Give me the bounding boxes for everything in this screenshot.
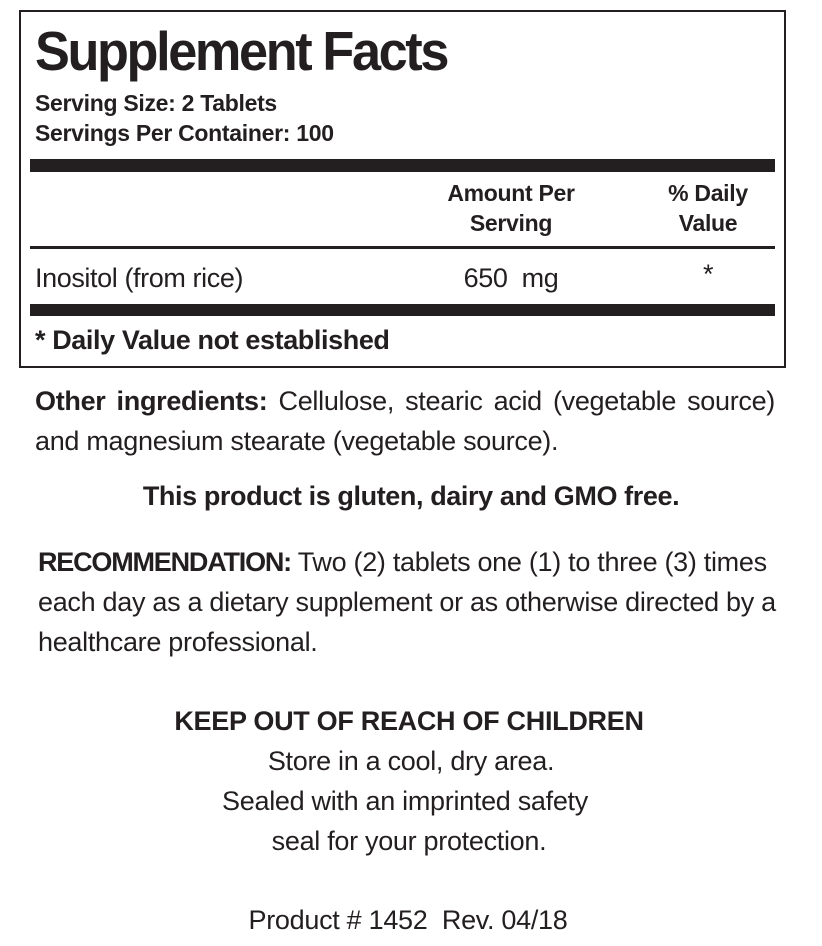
dv-header-line1: % Daily — [668, 180, 748, 206]
storage-line-2: Sealed with an imprinted safety — [222, 786, 588, 816]
other-ingredients-text: Cellulose, stearic acid (vegetable source) and magnesium stearate (vegetable source). — [35, 386, 776, 456]
amount-header-line2: Serving — [469, 210, 553, 236]
daily-value-footnote: * Daily Value not established — [35, 325, 390, 355]
serving-size: Serving Size: 2 Tablets — [35, 90, 277, 116]
recommendation-label: RECOMMENDATION: — [38, 547, 291, 577]
ingredient-name: Inositol (from rice) — [35, 263, 244, 293]
servings-per-container: Servings Per Container: 100 — [35, 120, 334, 146]
keep-out-of-reach-warning: KEEP OUT OF REACH OF CHILDREN — [174, 706, 644, 736]
dv-header-line2: Value — [678, 210, 738, 236]
amount-per-serving-header — [416, 178, 606, 238]
product-number-revision: Product # 1452 Rev. 04/18 — [248, 905, 568, 935]
recommendation — [38, 542, 783, 662]
facts-title: Supplement Facts — [35, 20, 448, 82]
thick-divider-bottom — [30, 304, 775, 316]
storage-line-3: seal for your protection. — [271, 826, 547, 856]
other-ingredients — [35, 381, 775, 461]
supplement-facts-panel — [19, 10, 786, 368]
amount-header-line1: Amount Per — [447, 180, 575, 206]
daily-value-header — [630, 178, 786, 238]
recommendation-text: Two (2) tablets one (1) to three (3) times each day as a dietary supplement or as otherwise directed by a healthcare professional. — [38, 547, 776, 657]
ingredient-daily-value: * — [702, 259, 714, 289]
header-divider — [30, 246, 775, 249]
other-ingredients-label: Other ingredients: — [35, 386, 268, 416]
thick-divider — [30, 159, 775, 172]
gluten-dairy-gmo-statement: This product is gluten, dairy and GMO free. — [142, 481, 680, 511]
ingredient-amount: 650 mg — [463, 263, 559, 293]
storage-line-1: Store in a cool, dry area. — [267, 746, 555, 776]
